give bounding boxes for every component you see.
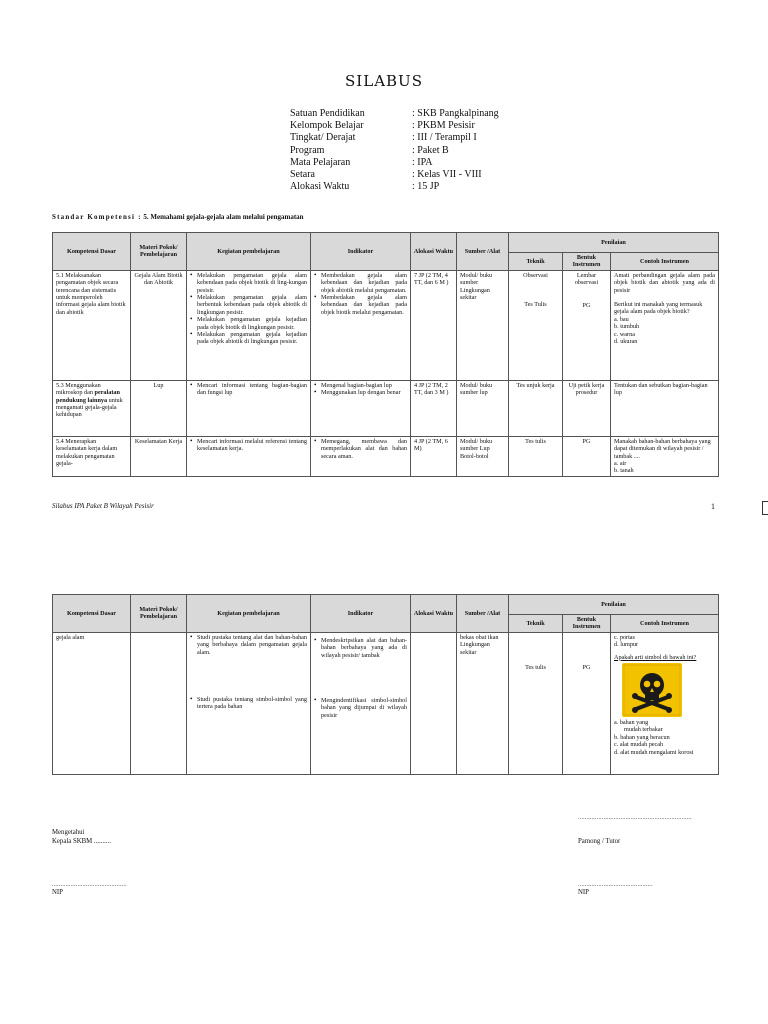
kd-bold-text: peralatan pendukung lainnya — [56, 389, 120, 404]
contoh-option: c. portas — [614, 633, 635, 641]
bentuk-text: Lembar observasi — [574, 271, 599, 287]
alokasi-cell: 7 JP (2 TM, 4 TT, dan 6 M ) — [411, 270, 457, 380]
teknik-cell — [509, 270, 563, 380]
header-contoh: Contoh Instrumen — [611, 615, 719, 633]
alokasi-cell: 4 JP (2 TM, 6 M) — [411, 436, 457, 476]
signature-line-right-top: ................................................................... — [578, 815, 692, 821]
contoh-option: b. tanah — [614, 467, 634, 475]
standar-label: Standar Kompetensi : — [52, 213, 142, 221]
teknik-text: Tes Tulis — [524, 301, 547, 309]
standar-kompetensi — [52, 213, 304, 221]
page-title: SILABUS — [345, 72, 423, 90]
materi-cell — [131, 632, 187, 774]
table-row — [53, 380, 719, 436]
meta-row — [290, 169, 499, 181]
meta-value: : III / Terampil I — [412, 132, 477, 144]
meta-key: Satuan Pendidikan — [290, 108, 365, 119]
list-item: • Mengenal bagian-bagian lup — [321, 382, 407, 389]
meta-value: : 15 JP — [412, 181, 440, 193]
contoh-option: c. alat mudah pecah — [614, 741, 664, 749]
contoh-cell — [611, 632, 719, 774]
kd-cell: 5.4 Menerapkan keselamatan kerja dalam melakukan pengamatan gejala- — [53, 436, 131, 476]
header-sumber: Sumber /Alat — [457, 595, 509, 633]
materi-cell: Gejala Alam Biotik dan Abiotik — [131, 270, 187, 380]
mengetahui-label: Mengetahui — [52, 829, 85, 836]
contoh-option: b. tumbuh — [614, 323, 640, 331]
header-indikator: Indikator — [311, 233, 411, 271]
syllabus-meta — [290, 108, 499, 193]
sumber-cell: Modul/ buku sumber Lup Botol-botol — [457, 436, 509, 476]
header-kd: Kompetensi Dasar — [53, 233, 131, 271]
header-sumber: Sumber /Alat — [457, 233, 509, 271]
sumber-cell: Modul/ buku sumber Lingkungan sekitar — [457, 270, 509, 380]
list-item: • Membedakan gejala alam kebendaan dan kejadian pada objek biotik melalui pengamatan. — [321, 294, 407, 316]
meta-key: Kelompok Belajar — [290, 120, 364, 132]
alokasi-cell — [411, 632, 457, 774]
meta-row — [290, 181, 499, 193]
pamong-label: Pamong / Tutor — [578, 838, 621, 845]
meta-key: Mata Pelajaran — [290, 156, 351, 168]
sumber-cell: Modul/ buku sumber lup — [457, 380, 509, 436]
header-alokasi: Alokasi Waktu — [411, 595, 457, 633]
skull-crossbones-icon — [622, 663, 682, 717]
meta-row — [290, 120, 499, 132]
bentuk-text: PG — [582, 301, 591, 309]
bentuk-cell — [563, 270, 611, 380]
standar-text: 5. Memahami gejala-gejala alam melalui pengamatan — [143, 213, 304, 221]
kd-cell: 5.1 Melaksanakan pengamatan objek secara terencana dan sistematis untuk memperoleh informasi gejala alam biotik dan abiotik — [53, 270, 131, 380]
table-row — [53, 270, 719, 380]
contoh-text: Berikut ini manakah yang termasuk gejala alam pada objek biotik? — [614, 301, 703, 316]
contoh-option: mudah terbakar — [624, 726, 663, 734]
header-teknik: Teknik — [509, 615, 563, 633]
meta-key: Alokasi Waktu — [290, 181, 350, 193]
contoh-option: a. bahan yang — [614, 719, 649, 727]
bentuk-cell — [563, 632, 611, 774]
meta-key: Program — [290, 144, 325, 156]
kepala-label: Kepala SKBM .......... — [52, 838, 111, 845]
header-alokasi: Alokasi Waktu — [411, 233, 457, 271]
header-bentuk: Bentuk Instrumen — [563, 253, 611, 271]
list-item: • Mengindentifikasi simbol-simbol bahan yang dijumpai di wilayah pesisir — [321, 697, 407, 719]
contoh-option: a. air — [614, 460, 627, 468]
teknik-cell: Tes tulis — [509, 436, 563, 476]
indikator-cell — [311, 380, 411, 436]
indikator-cell — [311, 270, 411, 380]
contoh-option: b. bahan yang beracun — [614, 733, 670, 741]
list-item: • Mencari informasi tentang bagian-bagian dan fungsi lup — [197, 382, 307, 397]
meta-value: : Paket B — [412, 144, 449, 156]
teknik-text: Tes tulis — [525, 663, 546, 671]
page-number: 1 — [711, 502, 715, 511]
list-item: • Studi pustaka tentang alat dan bahan-bahan yang berbahaya dalam pengamatan gejala alam. — [197, 634, 307, 656]
meta-value: : PKBM Pesisir — [412, 120, 475, 132]
contoh-cell: Tentukan dan sebutkan bagian-bagian lup — [611, 380, 719, 436]
header-bentuk: Bentuk Instrumen — [563, 615, 611, 633]
contoh-option: d. ukuran — [614, 338, 638, 346]
list-item: • Membedakan gejala alam kebendaan dan kejadian pada objek abiotik melalui pengamatan. — [321, 272, 407, 294]
list-item: • Melakukan pengamatan gejala kejadian pada objek abiotik di lingkungan pesisir. — [197, 331, 307, 346]
list-item: • Memegang, membawa dan memperlakukan alat dan bahan secara aman. — [321, 438, 407, 460]
kd-text: 5.3 Menggunakan mikroskop dan — [56, 381, 101, 397]
teknik-text: Observasi — [523, 271, 548, 279]
kegiatan-cell — [187, 436, 311, 476]
signature-line-right: ............................................ — [578, 882, 653, 888]
header-penilaian: Penilaian — [509, 595, 719, 615]
contoh-option: a. bau — [614, 315, 629, 323]
list-item: • Melakukan pengamatan gejala kejadian pada objek biotik di lingkungan pesisir. — [197, 316, 307, 331]
table-row — [53, 632, 719, 774]
contoh-cell — [611, 270, 719, 380]
list-item: • Mendeskripsikan alat dan bahan-bahan berbahaya yang ada di wilayah pesisir/ tambak — [321, 637, 407, 659]
meta-row — [290, 132, 499, 144]
meta-key: Tingkat/ Derajat — [290, 132, 356, 144]
materi-cell: Lup — [131, 380, 187, 436]
kd-cell: gejala alam — [53, 632, 131, 774]
meta-value: : SKB Pangkalpinang — [412, 108, 499, 119]
list-item: • Mencari informasi melalui referensi tentang keselamatan kerja. — [197, 438, 307, 453]
meta-value: : Kelas VII - VIII — [412, 169, 482, 181]
contoh-option: c. warna — [614, 330, 635, 338]
header-kd: Kompetensi Dasar — [53, 595, 131, 633]
indikator-cell — [311, 436, 411, 476]
bentuk-cell: PG — [563, 436, 611, 476]
header-kegiatan: Kegiatan pembelajaran — [187, 595, 311, 633]
meta-row — [290, 108, 499, 120]
kegiatan-cell — [187, 270, 311, 380]
meta-key: Setara — [290, 169, 315, 181]
header-contoh: Contoh Instrumen — [611, 253, 719, 271]
header-penilaian: Penilaian — [509, 233, 719, 253]
header-indikator: Indikator — [311, 595, 411, 633]
contoh-option: d. alat mudah mengalami korosi — [614, 748, 694, 756]
list-item: • Menggunakan lup dengan benar — [321, 389, 407, 396]
list-item: • Studi pustaka tentang simbol-simbol yang tertera pada bahan — [197, 696, 307, 711]
alokasi-cell: 4 JP (2 TM, 2 TT, dan 3 M ) — [411, 380, 457, 436]
nip-left: NIP — [52, 889, 63, 896]
table-row — [53, 436, 719, 476]
list-item: • Melakukan pengamatan gejala alam kebendaan pada objek biotik di ling-kungan pesisir. — [197, 272, 307, 294]
header-materi: Materi Pokok/ Pembelajaran — [131, 233, 187, 271]
list-item: • Melakukan pengamatan gejala alam berbentuk kebendaan pada objek abiotik di lingkungan pesisir. — [197, 294, 307, 316]
teknik-cell — [509, 632, 563, 774]
signature-line-left: ............................................ — [52, 882, 127, 888]
kegiatan-cell — [187, 632, 311, 774]
indikator-cell — [311, 632, 411, 774]
kegiatan-cell — [187, 380, 311, 436]
kd-cell — [53, 380, 131, 436]
meta-row — [290, 145, 499, 157]
header-materi: Materi Pokok/ Pembelajaran — [131, 595, 187, 633]
contoh-text: Manakah bahan-bahan berbahaya yang dapat ditemukan di wilayah pesisir / tambak .... — [614, 437, 711, 460]
sumber-cell: bekas obat ikan Lingkungan sekitar — [457, 632, 509, 774]
page-edge-marker — [762, 501, 768, 515]
materi-cell: Keselamatan Kerja — [131, 436, 187, 476]
footer-title: Silabus IPA Paket B Wilayah Pesisir — [52, 502, 154, 510]
syllabus-table-page2 — [52, 594, 719, 775]
meta-row — [290, 157, 499, 169]
contoh-text: Amati perbandingan gejala alam pada objek biotik dan abiotik yang ada di pesisir — [614, 271, 715, 294]
bentuk-cell: Uji petik kerja prosedur — [563, 380, 611, 436]
syllabus-table-page1 — [52, 232, 719, 477]
meta-value: : IPA — [412, 156, 433, 168]
bentuk-text: PG — [582, 663, 591, 671]
header-teknik: Teknik — [509, 253, 563, 271]
kd-text: untuk mengamati gejala-gejala kehidupan — [56, 396, 123, 419]
contoh-option: d. lumpur — [614, 641, 639, 649]
contoh-question: Apakah arti simbol di bawah ini? — [614, 653, 697, 661]
toxic-hazard-icon — [622, 663, 682, 717]
nip-right: NIP — [578, 889, 589, 896]
header-kegiatan: Kegiatan pembelajaran — [187, 233, 311, 271]
contoh-cell — [611, 436, 719, 476]
teknik-cell: Tes unjuk kerja — [509, 380, 563, 436]
